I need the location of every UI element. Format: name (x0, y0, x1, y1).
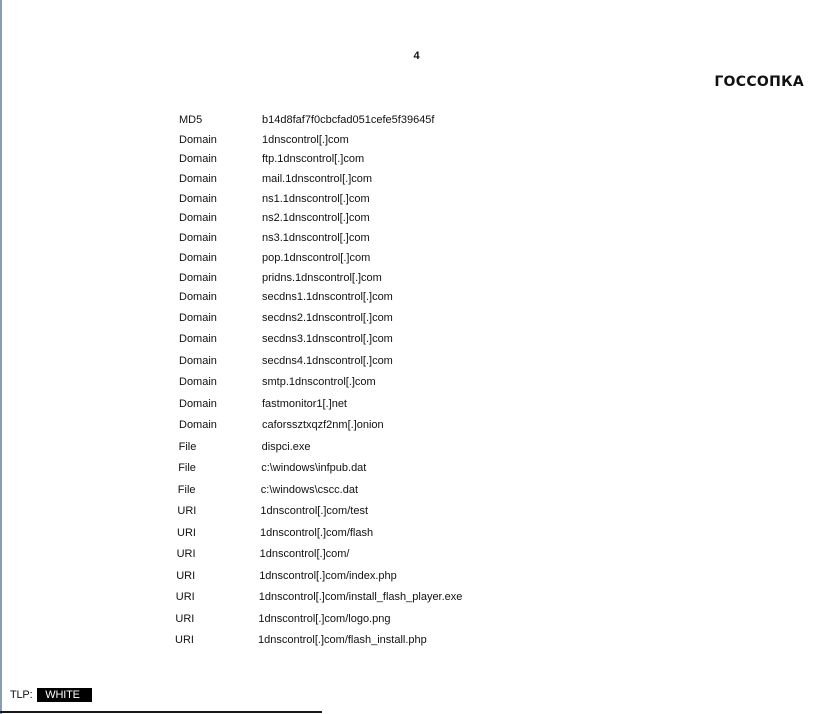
ioc-row (0, 209, 833, 229)
ioc-row (0, 523, 833, 545)
ioc-row (0, 480, 833, 502)
ioc-type: Domain (179, 271, 217, 284)
ioc-row (0, 249, 833, 269)
ioc-value: 1dnscontrol[.]com/install_flash_player.exe (258, 591, 463, 604)
ioc-value: mail.1dnscontrol[.]com (262, 173, 373, 186)
ioc-value: ns3.1dnscontrol[.]com (262, 232, 370, 245)
ioc-value: secdns4.1dnscontrol[.]com (262, 354, 393, 367)
ioc-row (0, 329, 833, 351)
ioc-value: 1dnscontrol[.]com/test (260, 505, 368, 518)
ioc-row (0, 630, 833, 652)
footer-rule (0, 711, 322, 713)
ioc-value: c:\windows\infpub.dat (261, 462, 367, 475)
ioc-row (0, 566, 833, 588)
ioc-value: 1dnscontrol[.]com/flash_install.php (258, 634, 427, 647)
ioc-type: Domain (179, 153, 217, 166)
ioc-value: 1dnscontrol[.]com/ (259, 548, 350, 561)
ioc-value: ns2.1dnscontrol[.]com (262, 212, 370, 225)
ioc-type: MD5 (179, 114, 203, 126)
ioc-table (0, 111, 833, 652)
ioc-type: URI (175, 591, 195, 604)
ioc-type: Domain (179, 232, 217, 245)
ioc-value: 1dnscontrol[.]com/index.php (259, 569, 397, 582)
ioc-type: File (178, 462, 196, 475)
ioc-row (0, 308, 833, 330)
ioc-row (0, 190, 833, 210)
ioc-value: secdns2.1dnscontrol[.]com (262, 311, 393, 324)
ioc-type: URI (176, 569, 196, 582)
ioc-type: URI (176, 548, 196, 561)
ioc-row (0, 587, 833, 609)
ioc-row (0, 351, 833, 373)
ioc-row (0, 394, 833, 416)
ioc-row (0, 501, 833, 523)
ioc-type: Domain (179, 192, 217, 205)
ioc-row (0, 415, 833, 437)
tlp-badge: WHITE (37, 688, 91, 702)
ioc-type: Domain (179, 333, 217, 346)
ioc-type: Domain (179, 419, 217, 432)
ioc-row (0, 131, 833, 151)
ioc-value: secdns3.1dnscontrol[.]com (262, 333, 393, 346)
tlp-label: TLP: (10, 689, 33, 701)
ioc-type: Domain (179, 133, 217, 146)
ioc-row (0, 150, 833, 170)
ioc-type: Domain (179, 173, 217, 186)
ioc-value: 1dnscontrol[.]com (262, 133, 349, 146)
ioc-row (0, 288, 833, 308)
ioc-value: secdns1.1dnscontrol[.]com (262, 291, 393, 304)
ioc-row (0, 372, 833, 394)
page-number: 4 (413, 50, 420, 62)
ioc-type: URI (177, 526, 196, 539)
ioc-value: fastmonitor1[.]net (262, 397, 347, 410)
ioc-row (0, 269, 833, 289)
ioc-value: ns1.1dnscontrol[.]com (262, 192, 370, 205)
ioc-value: smtp.1dnscontrol[.]com (262, 376, 376, 389)
ioc-value: pop.1dnscontrol[.]com (262, 251, 371, 264)
ioc-row (0, 544, 833, 566)
ioc-row (0, 111, 833, 131)
ioc-value: c:\windows\cscc.dat (260, 483, 358, 496)
tlp-footer (10, 688, 92, 702)
ioc-row (0, 229, 833, 249)
ioc-value: b14d8faf7f0cbcfad051cefe5f39645f (262, 114, 435, 126)
ioc-type: URI (177, 505, 197, 518)
ioc-value: 1dnscontrol[.]com/flash (260, 526, 374, 539)
ioc-type: Domain (179, 397, 217, 410)
ioc-type: Domain (179, 251, 217, 264)
ioc-type: Domain (179, 376, 217, 389)
ioc-row (0, 609, 833, 631)
ioc-row (0, 437, 833, 459)
gossopka-logo: ГОССОПКА (714, 74, 804, 90)
ioc-value: 1dnscontrol[.]com/logo.png (258, 612, 391, 625)
ioc-type: File (178, 440, 197, 453)
ioc-type: URI (175, 612, 195, 625)
ioc-value: pridns.1dnscontrol[.]com (262, 271, 382, 284)
ioc-type: Domain (179, 354, 217, 367)
ioc-value: ftp.1dnscontrol[.]com (262, 153, 365, 166)
ioc-type: Domain (179, 212, 217, 225)
ioc-type: URI (175, 634, 194, 647)
ioc-type: Domain (179, 311, 217, 324)
ioc-row (0, 170, 833, 190)
ioc-row (0, 458, 833, 480)
ioc-type: File (177, 483, 196, 496)
ioc-value: dispci.exe (261, 440, 311, 453)
ioc-type: Domain (179, 291, 217, 304)
ioc-value: caforssztxqzf2nm[.]onion (262, 419, 384, 432)
